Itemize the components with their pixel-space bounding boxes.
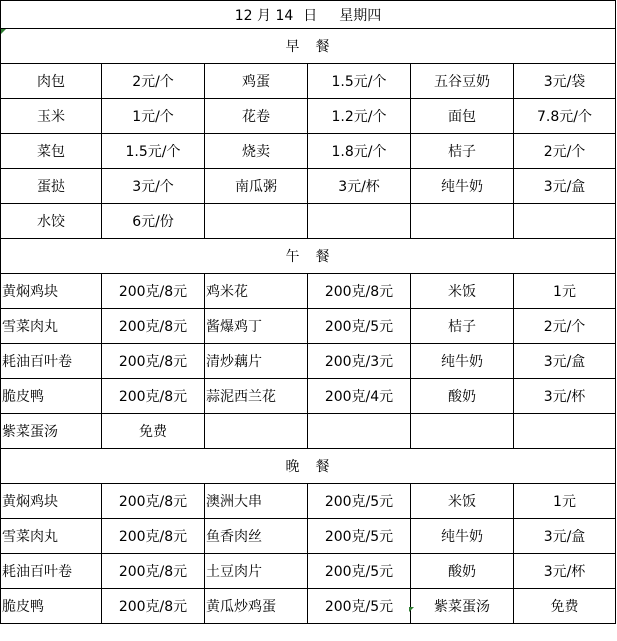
item-name-cell: 脆皮鸭	[1, 589, 102, 624]
item-name-cell: 米饭	[411, 274, 514, 309]
cell-comment-marker	[1, 29, 6, 34]
item-name-cell: 澳洲大串	[205, 484, 308, 519]
item-price-cell: 7.8元/个	[514, 99, 616, 134]
item-price-cell: 200克/5元	[308, 554, 411, 589]
breakfast-row	[1, 169, 616, 204]
item-price-cell: 2元/个	[102, 64, 205, 99]
item-name-cell: 耗油百叶卷	[1, 554, 102, 589]
dinner-row	[1, 554, 616, 589]
item-name-cell: 黄瓜炒鸡蛋	[205, 589, 308, 624]
dinner-row	[1, 484, 616, 519]
breakfast-row	[1, 134, 616, 169]
item-name-cell: 玉米	[1, 99, 102, 134]
item-price-cell: 200克/4元	[308, 379, 411, 414]
item-price-cell: 3元/盒	[514, 344, 616, 379]
item-name-cell: 雪菜肉丸	[1, 519, 102, 554]
item-name-cell: 水饺	[1, 204, 102, 239]
item-price-cell: 免费	[102, 414, 205, 449]
item-price-cell	[514, 414, 616, 449]
item-name-cell: 紫菜蛋汤	[1, 414, 102, 449]
item-name-cell	[411, 204, 514, 239]
item-name-cell: 酸奶	[411, 379, 514, 414]
item-name-cell: 五谷豆奶	[411, 64, 514, 99]
item-price-cell: 200克/5元	[308, 309, 411, 344]
item-price-cell: 200克/8元	[102, 344, 205, 379]
item-price-cell	[308, 204, 411, 239]
item-name-cell	[205, 414, 308, 449]
item-price-cell: 200克/5元	[308, 484, 411, 519]
item-price-cell: 3元/杯	[308, 169, 411, 204]
item-price-cell: 3元/袋	[514, 64, 616, 99]
item-price-cell: 200克/8元	[102, 589, 205, 624]
item-price-cell: 200克/8元	[102, 519, 205, 554]
lunch-row	[1, 379, 616, 414]
item-name-cell: 紫菜蛋汤	[411, 589, 514, 624]
item-price-cell: 200克/8元	[102, 554, 205, 589]
item-price-cell: 6元/份	[102, 204, 205, 239]
item-name-cell: 纯牛奶	[411, 519, 514, 554]
dinner-row	[1, 589, 616, 624]
breakfast-row	[1, 204, 616, 239]
item-name-cell	[205, 204, 308, 239]
item-price-cell: 200克/8元	[102, 379, 205, 414]
item-name-cell: 雪菜肉丸	[1, 309, 102, 344]
item-price-cell: 3元/杯	[514, 554, 616, 589]
item-name-cell: 纯牛奶	[411, 169, 514, 204]
item-price-cell: 1.2元/个	[308, 99, 411, 134]
item-name-cell: 耗油百叶卷	[1, 344, 102, 379]
item-name-cell: 酱爆鸡丁	[205, 309, 308, 344]
date-month-unit: 月	[257, 7, 271, 24]
item-price-cell: 200克/8元	[102, 309, 205, 344]
item-price-cell: 3元/个	[102, 169, 205, 204]
item-price-cell: 200克/8元	[102, 484, 205, 519]
breakfast-header-row	[1, 29, 616, 64]
item-price-cell: 1元	[514, 274, 616, 309]
item-price-cell: 200克/8元	[308, 274, 411, 309]
item-price-cell: 2元/个	[514, 134, 616, 169]
breakfast-row	[1, 99, 616, 134]
dinner-row	[1, 519, 616, 554]
item-name-cell: 鸡米花	[205, 274, 308, 309]
item-name-cell: 纯牛奶	[411, 344, 514, 379]
item-price-cell: 200克/5元	[308, 589, 411, 624]
item-name-cell: 桔子	[411, 309, 514, 344]
item-name-cell	[411, 414, 514, 449]
date-title	[1, 1, 616, 29]
item-name-cell: 黄焖鸡块	[1, 484, 102, 519]
item-name-cell: 面包	[411, 99, 514, 134]
title-row	[1, 1, 616, 29]
item-name-cell: 花卷	[205, 99, 308, 134]
date-weekday: 星期四	[339, 7, 382, 24]
item-price-cell: 免费	[514, 589, 616, 624]
item-name-cell: 米饭	[411, 484, 514, 519]
item-name-cell: 桔子	[411, 134, 514, 169]
date-month: 12	[234, 7, 253, 24]
item-name-cell: 蛋挞	[1, 169, 102, 204]
item-price-cell: 200克/5元	[308, 519, 411, 554]
item-price-cell: 1元	[514, 484, 616, 519]
item-price-cell: 3元/盒	[514, 519, 616, 554]
item-price-cell	[308, 414, 411, 449]
lunch-header-row	[1, 239, 616, 274]
item-name-cell: 鸡蛋	[205, 64, 308, 99]
item-price-cell: 1.8元/个	[308, 134, 411, 169]
item-name-cell: 鱼香肉丝	[205, 519, 308, 554]
item-name-cell: 黄焖鸡块	[1, 274, 102, 309]
item-name-cell: 脆皮鸭	[1, 379, 102, 414]
menu-body	[1, 1, 616, 624]
lunch-row	[1, 344, 616, 379]
item-price-cell: 1.5元/个	[102, 134, 205, 169]
breakfast-row	[1, 64, 616, 99]
item-name-cell: 肉包	[1, 64, 102, 99]
item-name-cell: 蒜泥西兰花	[205, 379, 308, 414]
item-price-cell: 1.5元/个	[308, 64, 411, 99]
lunch-row	[1, 274, 616, 309]
item-name-cell: 清炒藕片	[205, 344, 308, 379]
item-name-cell: 土豆肉片	[205, 554, 308, 589]
item-price-cell: 200克/3元	[308, 344, 411, 379]
date-day: 14	[275, 7, 294, 24]
item-name-cell: 烧卖	[205, 134, 308, 169]
breakfast-section-header: 早 餐	[1, 29, 616, 64]
item-price-cell: 3元/盒	[514, 169, 616, 204]
item-price-cell: 200克/8元	[102, 274, 205, 309]
item-name-cell: 酸奶	[411, 554, 514, 589]
lunch-row	[1, 309, 616, 344]
lunch-section-header: 午 餐	[1, 239, 616, 274]
item-price-cell: 3元/杯	[514, 379, 616, 414]
lunch-row	[1, 414, 616, 449]
item-name-cell: 南瓜粥	[205, 169, 308, 204]
item-name-cell: 菜包	[1, 134, 102, 169]
item-price-cell: 2元/个	[514, 309, 616, 344]
cell-comment-marker	[409, 607, 414, 612]
dinner-section-header: 晚 餐	[1, 449, 616, 484]
dinner-header-row	[1, 449, 616, 484]
item-price-cell	[514, 204, 616, 239]
item-price-cell: 1元/个	[102, 99, 205, 134]
date-day-unit: 日	[303, 7, 318, 24]
